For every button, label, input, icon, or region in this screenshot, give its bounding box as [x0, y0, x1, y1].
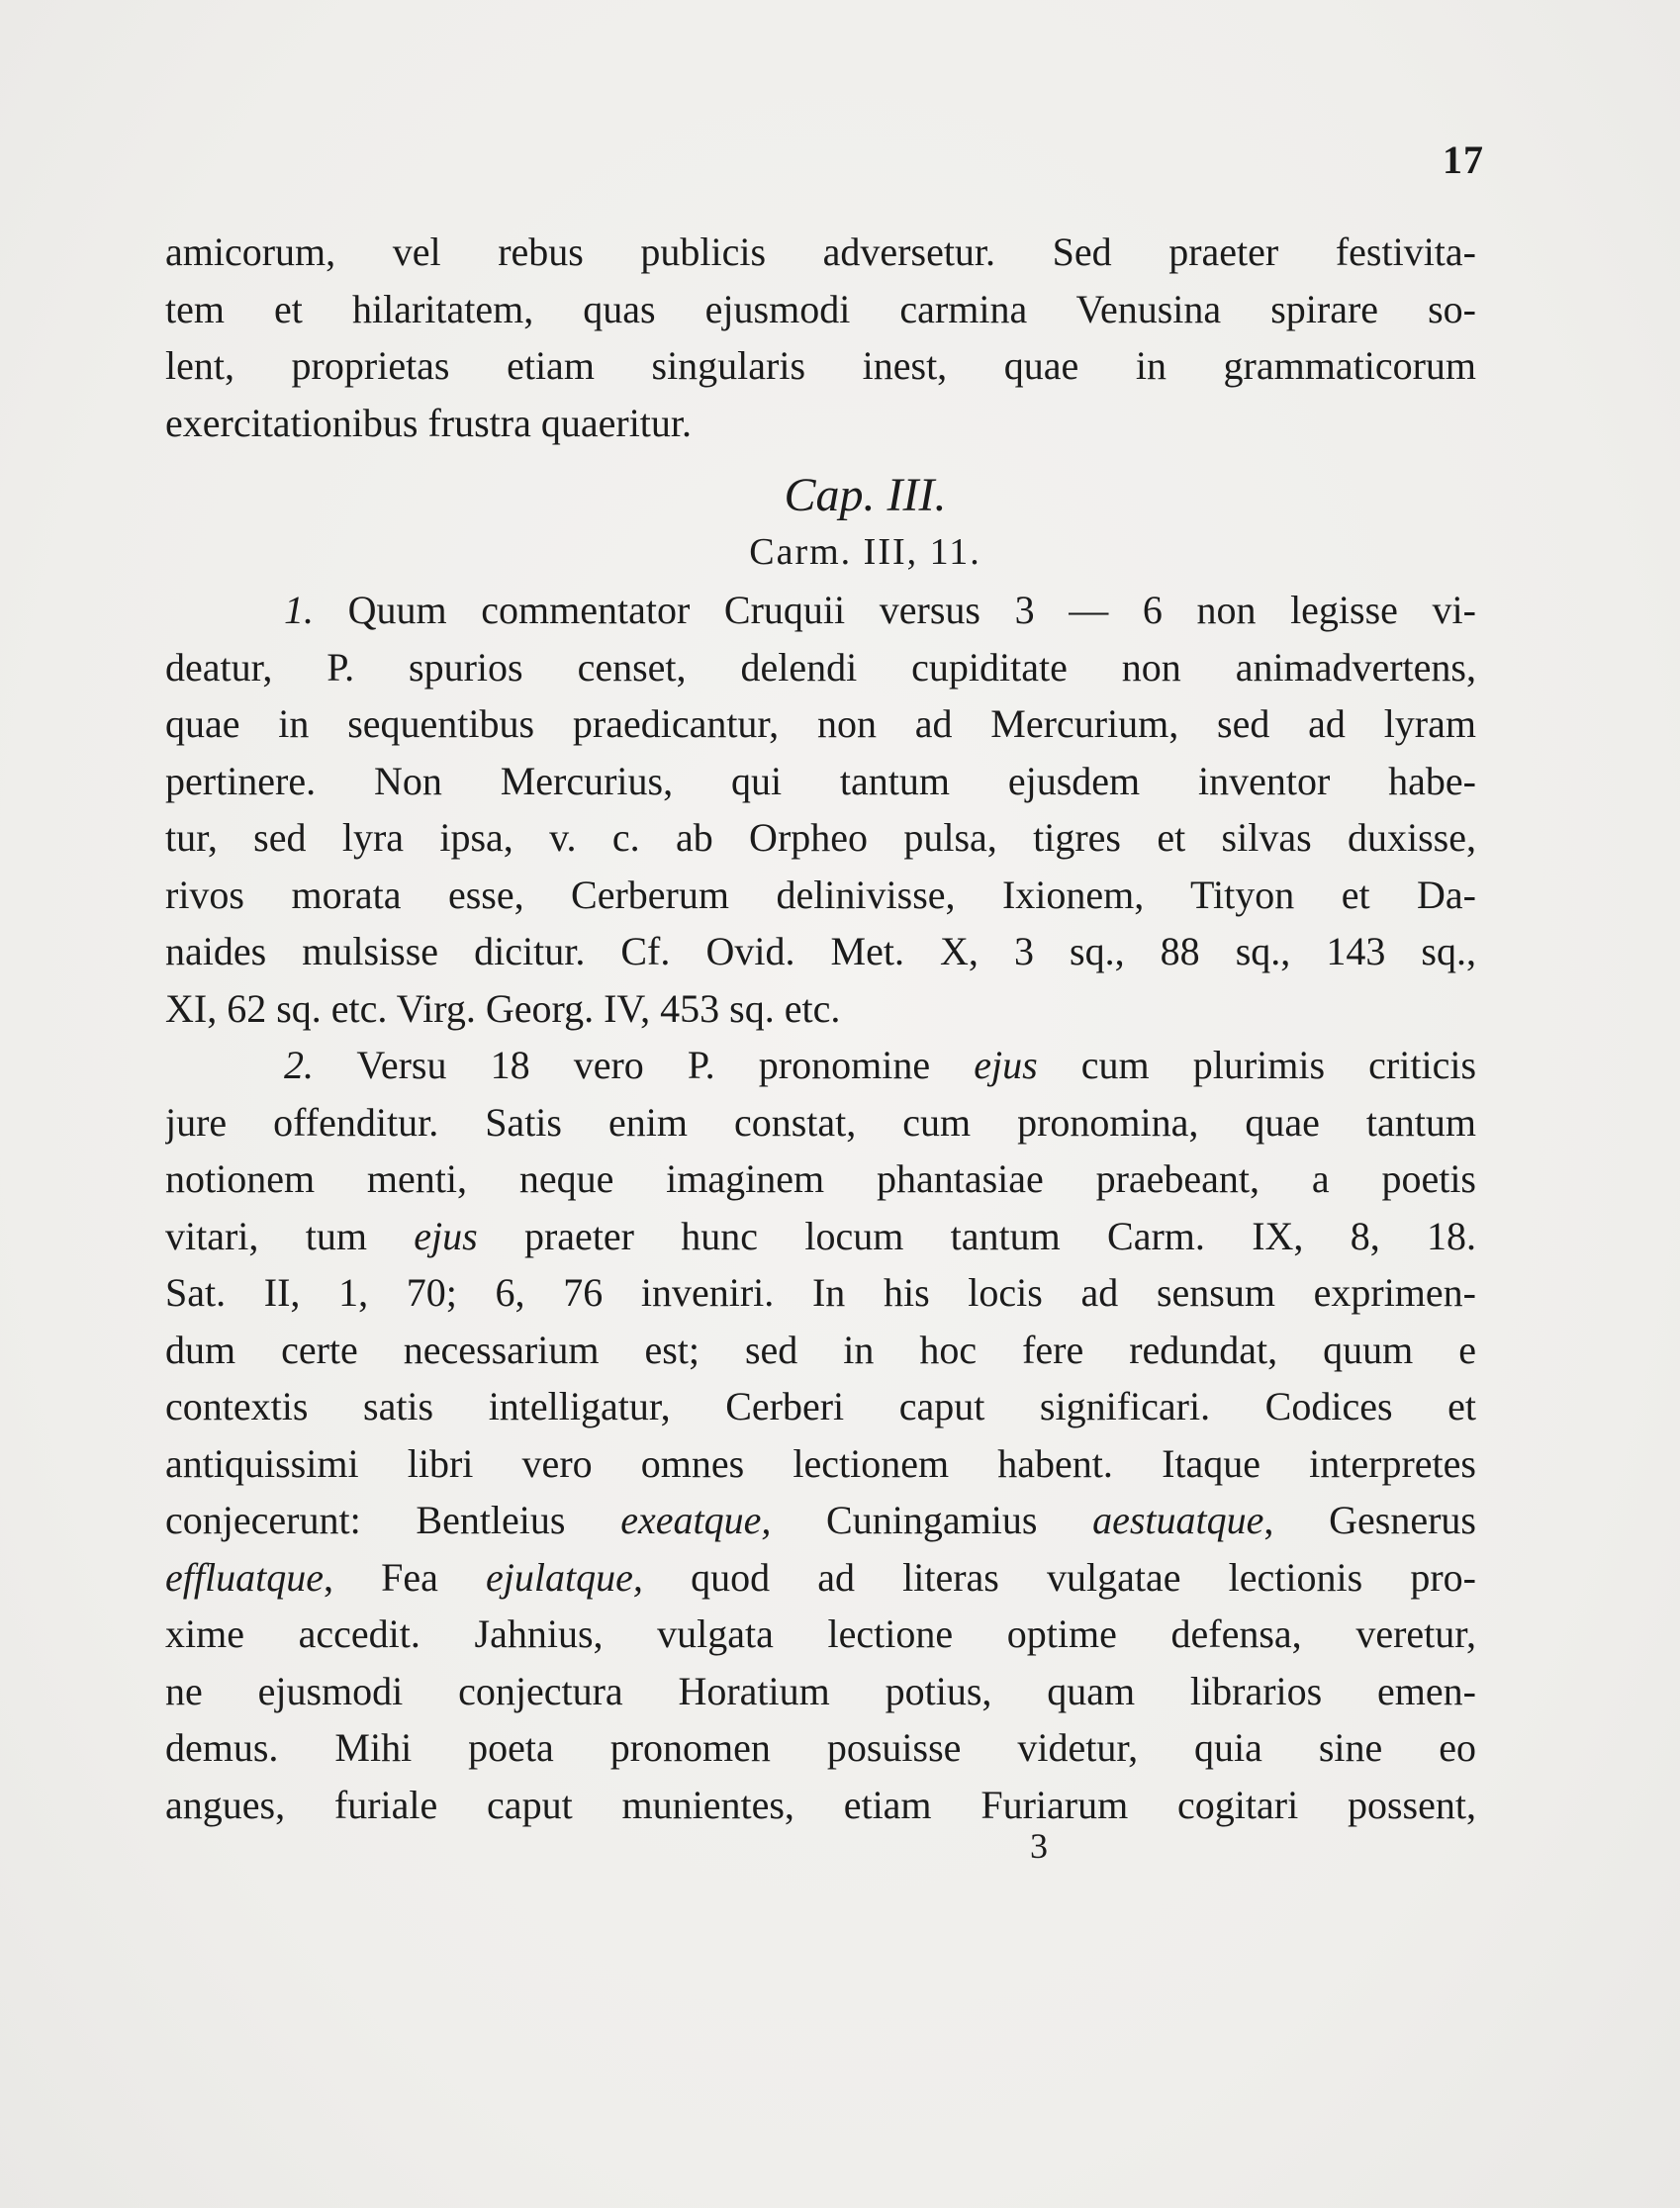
- text-line: dum certe necessarium est; sed in hoc fere redundat, quum e: [165, 1327, 1476, 1372]
- paragraph-1: [165, 582, 1476, 1037]
- italic-word: effluatque: [165, 1554, 324, 1600]
- italic-word: ejus: [414, 1213, 478, 1258]
- text-line: deatur, P. spurios censet, delendi cupiditate non animadvertens,: [165, 644, 1476, 690]
- text-span: , Gesnerus: [1263, 1498, 1476, 1542]
- text-line: [165, 1037, 1476, 1094]
- italic-word: ejulatque,: [486, 1554, 643, 1600]
- italic-word: exeatque,: [620, 1498, 772, 1542]
- chapter-heading: Cap. III.: [784, 469, 947, 521]
- text-line: lent, proprietas etiam singularis inest, quae in grammaticorum: [165, 343, 1476, 388]
- text-line: tur, sed lyra ipsa, v. c. ab Orpheo pulsa, tigres et silvas duxisse,: [165, 815, 1476, 860]
- text-line: Sat. II, 1, 70; 6, 76 inveniri. In his locis ad sensum exprimen-: [165, 1270, 1476, 1315]
- text-span: praeter hunc locum tantum Carm. IX, 8, 18.: [477, 1213, 1476, 1258]
- text-line: amicorum, vel rebus publicis adversetur. Sed praeter festivita-: [165, 230, 1476, 274]
- text-span: quod ad literas vulgatae lectionis pro-: [642, 1554, 1476, 1600]
- paragraph-number: 2.: [284, 1043, 314, 1087]
- text-line: xime accedit. Jahnius, vulgata lectione optime defensa, veretur,: [165, 1611, 1476, 1656]
- text-line: exercitationibus frustra quaeritur.: [165, 400, 693, 445]
- page-number: 17: [1443, 138, 1484, 182]
- text-line: ne ejusmodi conjectura Horatium potius, quam librarios emen-: [165, 1668, 1476, 1713]
- text-line: naides mulsisse dicitur. Cf. Ovid. Met. X, 3 sq., 88 sq., 143 sq.,: [165, 929, 1476, 973]
- text-span: Versu 18 vero P. pronomine: [356, 1043, 975, 1087]
- text-line: [165, 1549, 1476, 1607]
- text-line: angues, furiale caput munientes, etiam Furiarum cogitari possent,: [165, 1782, 1476, 1827]
- text-span: vitari, tum: [165, 1213, 415, 1258]
- italic-word: ejus: [974, 1043, 1038, 1087]
- text-line: [165, 1492, 1476, 1549]
- text-line: jure offenditur. Satis enim constat, cum pronomina, quae tantum: [165, 1099, 1476, 1145]
- italic-word: aestuatque: [1092, 1498, 1264, 1542]
- text-span: , Fea: [323, 1554, 487, 1600]
- paragraph-intro: [165, 224, 1476, 451]
- text-span: Quum commentator Cruquii versus 3 — 6 non legisse vi-: [347, 588, 1476, 632]
- text-line: quae in sequentibus praedicantur, non ad Mercurium, sed ad lyram: [165, 701, 1476, 746]
- paragraph-number: 1.: [284, 588, 314, 632]
- text-span: conjecerunt: Bentleius: [165, 1498, 621, 1542]
- text-line: antiquissimi libri vero omnes lectionem habent. Itaque interpretes: [165, 1440, 1476, 1486]
- text-line: notionem menti, neque imaginem phantasiae praebeant, a poetis: [165, 1156, 1476, 1201]
- text-line: [165, 1208, 1476, 1265]
- text-line: pertinere. Non Mercurius, qui tantum ejusdem inventor habe-: [165, 758, 1476, 803]
- text-line: [165, 582, 1476, 639]
- text-line: XI, 62 sq. etc. Virg. Georg. IV, 453 sq. etc.: [165, 985, 841, 1031]
- carmen-reference: Carm. III, 11.: [749, 531, 981, 573]
- text-line: tem et hilaritatem, quas ejusmodi carmina Venusina spirare so-: [165, 286, 1476, 331]
- text-span: Cuningamius: [771, 1498, 1093, 1542]
- text-line: contextis satis intelligatur, Cerberi caput significari. Codices et: [165, 1384, 1476, 1428]
- text-line: rivos morata esse, Cerberum delinivisse, Ixionem, Tityon et Da-: [165, 872, 1476, 917]
- paragraph-2: [165, 1037, 1476, 1833]
- signature-mark: 3: [1030, 1826, 1048, 1866]
- text-block: [165, 224, 1476, 1833]
- text-line: demus. Mihi poeta pronomen posuisse videtur, quia sine eo: [165, 1725, 1476, 1770]
- text-span: cum plurimis criticis: [1037, 1043, 1476, 1087]
